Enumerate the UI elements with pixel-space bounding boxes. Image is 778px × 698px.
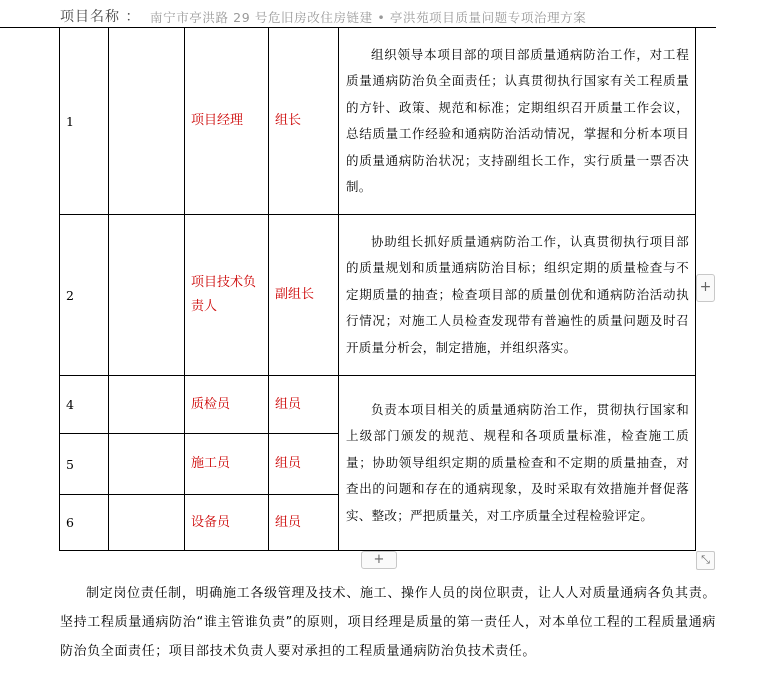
responsibility-table	[59, 27, 696, 551]
project-name-label: 项目名称 ：	[60, 9, 141, 25]
add-column-button[interactable]: +	[696, 274, 715, 302]
row-number: 6	[60, 495, 109, 551]
row-number: 4	[60, 376, 109, 434]
empty-cell[interactable]	[109, 28, 185, 215]
position-cell: 组员	[269, 434, 339, 495]
empty-cell[interactable]	[109, 215, 185, 376]
role-cell: 项目经理	[185, 28, 269, 215]
table-row	[60, 376, 696, 434]
empty-cell[interactable]	[109, 376, 185, 434]
body-paragraph: 制定岗位责任制，明确施工各级管理及技术、施工、操作人员的岗位职责，让人人对质量通病各负其责。坚持工程质量通病防治“谁主管谁负责”的原则，项目经理是质量的第一责任人，对本单位工程的工程质量通病防治负全面责任；项目部技术负责人要对承担的工程质量通病防治负技术责任。	[60, 586, 716, 659]
position-cell: 组长	[269, 28, 339, 215]
row-number: 5	[60, 434, 109, 495]
role-cell: 质检员	[185, 376, 269, 434]
project-name-value: 南宁市亭洪路 29 号危旧房改住房链建 • 亭洪苑项目质量问题专项治理方案	[150, 10, 587, 25]
table-resize-handle[interactable]: ⤡	[696, 551, 715, 570]
position-cell: 组员	[269, 495, 339, 551]
duty-cell: 负责本项目相关的质量通病防治工作，贯彻执行国家和上级部门颁发的规范、规程和各项质量标准，检查施工质量；协助领导组织定期的质量检查和不定期的质量抽查，对查出的问题和存在的通病现象，及时采取有效措施并督促落实、整改；严把质量关，对工序质量全过程检验评定。	[339, 376, 696, 551]
empty-cell[interactable]	[109, 495, 185, 551]
table-row	[60, 215, 696, 376]
position-cell: 副组长	[269, 215, 339, 376]
role-cell: 施工员	[185, 434, 269, 495]
row-number: 2	[60, 215, 109, 376]
header-line	[0, 0, 716, 28]
row-number: 1	[60, 28, 109, 215]
role-cell: 项目技术负责人	[185, 215, 269, 376]
add-row-button[interactable]: +	[361, 551, 397, 569]
position-cell: 组员	[269, 376, 339, 434]
duty-cell: 协助组长抓好质量通病防治工作，认真贯彻执行项目部的质量规划和质量通病防治目标；组织定期的质量检查与不定期质量的抽查；检查项目部的质量创优和通病防治活动执行情况；对施工人员检查发现带有普遍性的质量问题及时召开质量分析会，制定措施，并组织落实。	[339, 215, 696, 376]
empty-cell[interactable]	[109, 434, 185, 495]
role-cell: 设备员	[185, 495, 269, 551]
table-row	[60, 28, 696, 215]
duty-cell: 组织领导本项目部的项目部质量通病防治工作，对工程质量通病防治负全面责任；认真贯彻执行国家有关工程质量的方针、政策、规范和标准；定期组织召开质量工作会议，总结质量工作经验和通病防治活动情况，掌握和分析本项目的质量通病防治状况；支持副组长工作，实行质量一票否决制。	[339, 28, 696, 215]
